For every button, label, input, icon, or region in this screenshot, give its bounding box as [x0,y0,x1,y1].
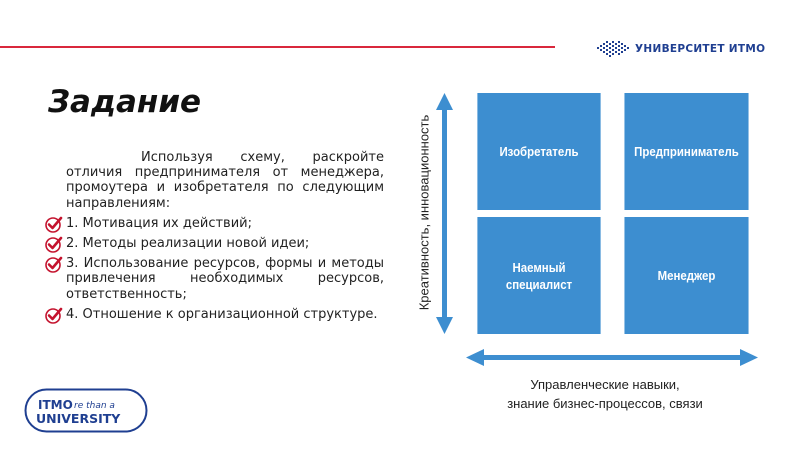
quadrant-label-line1: Наемный [512,259,566,275]
logo-small-text: re than a [74,401,115,411]
quadrant-employee [477,217,600,334]
quadrant-label: Менеджер [657,268,716,283]
brand-text: УНИВЕРСИТЕТ ИТМО [635,43,766,55]
x-axis-arrow [466,349,758,366]
quadrant-label-wrap [495,259,582,293]
logo-main-text: ITMO [38,398,73,412]
x-axis-label-line1: Управленческие навыки, [530,377,680,392]
quadrant-label-line2: специалист [505,276,573,292]
x-axis-label [490,375,720,413]
quadrant-inventor [477,93,600,210]
y-axis-arrow [436,93,453,334]
quadrant-entrepreneur [624,93,748,210]
y-axis-label: Креативность, инновационность [416,114,432,311]
logo-bottom-text: UNIVERSITY [36,411,121,426]
slide-title: Задание [48,84,202,120]
quadrant-label: Изобретатель [499,144,579,159]
task-item-text: 2. Методы реализации новой идеи; [66,236,310,252]
task-item-text: 4. Отношение к организационной структуре. [66,306,378,322]
x-axis-label-line2: знание бизнес-процессов, связи [507,396,703,411]
task-item-text: 1. Мотивация их действий; [66,215,252,231]
quadrant-manager [624,217,748,334]
quadrant-label: Предприниматель [634,144,739,159]
task-item-text: 3. Использование ресурсов, формы и методы привлечения необходимых ресурсов, ответственность; [66,256,384,302]
task-intro: Используя схему, раскройте отличия предпринимателя от менеджера, промоутера и изобретателя по следующим направлениям: [66,150,384,211]
